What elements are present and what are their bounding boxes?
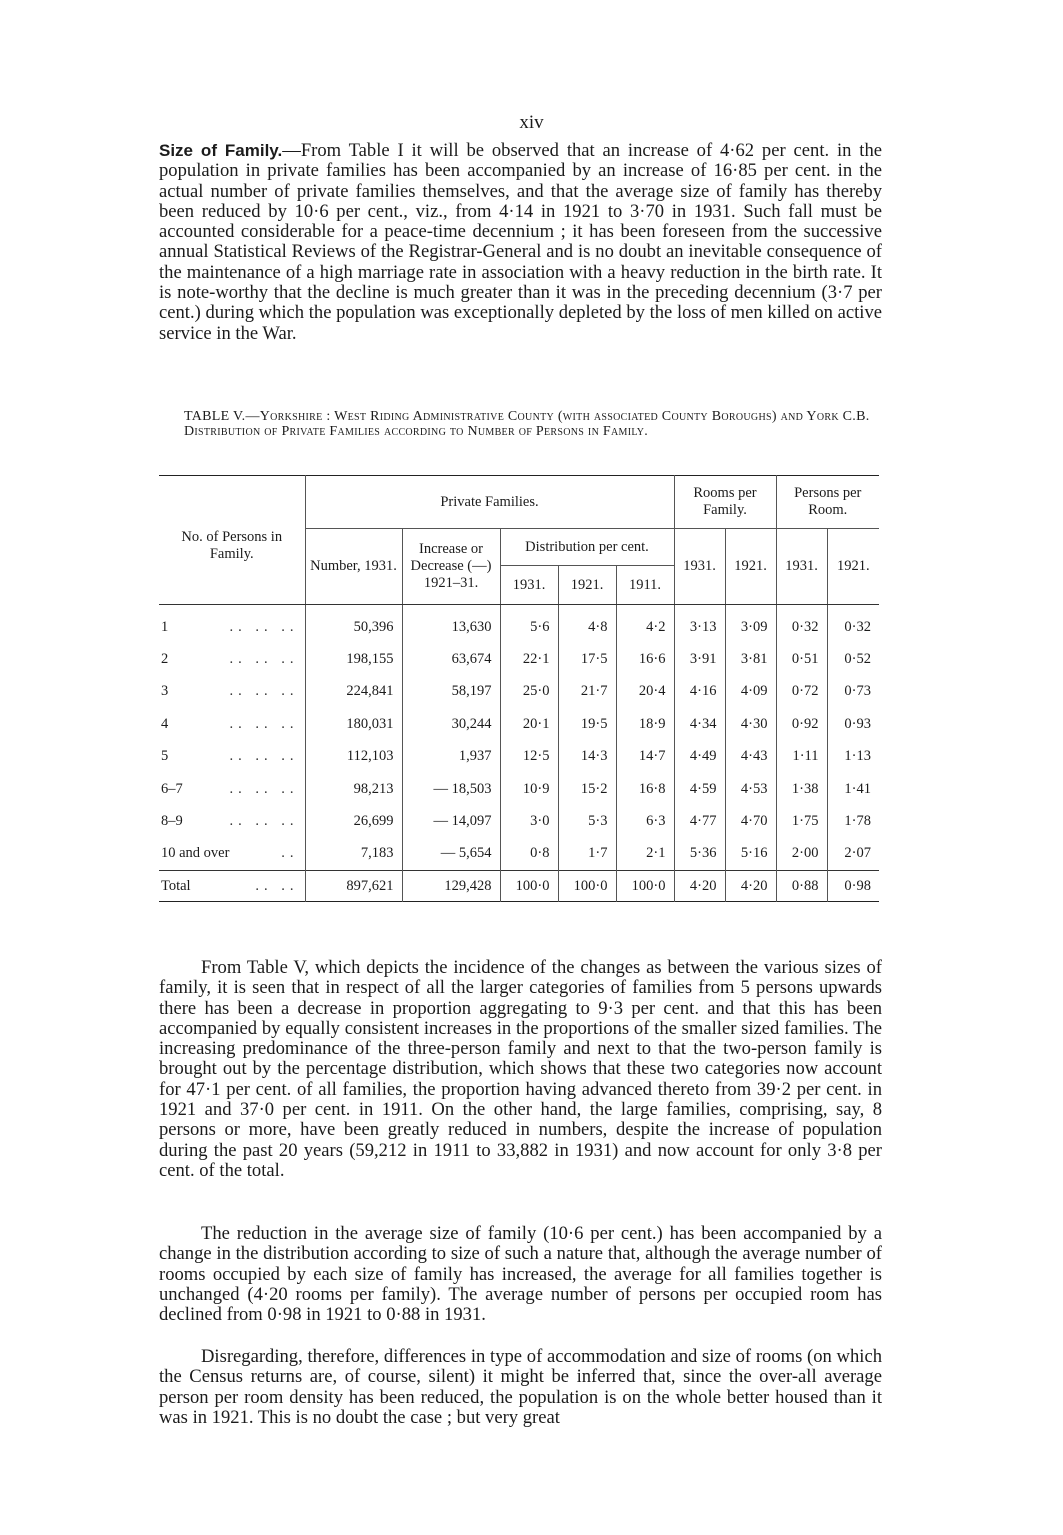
row-label-text: 4 [161, 715, 169, 732]
cell-d1931: 25·0 [500, 676, 558, 708]
header-distribution: Distribution per cent. [500, 529, 674, 566]
cell-rpf1921: 4·30 [725, 708, 776, 740]
table-row [159, 805, 879, 837]
cell-d1921: 14·3 [558, 741, 616, 773]
cell-number: 224,841 [305, 676, 402, 708]
cell-rpf1931: 4·59 [674, 773, 725, 805]
cell-ppr1921: 0·32 [827, 605, 879, 644]
row-label [159, 773, 305, 805]
table-row [159, 605, 879, 644]
header-persons-1931: 1931. [776, 529, 827, 605]
row-label-text: 8–9 [161, 813, 183, 830]
cell-d1931: 5·6 [500, 605, 558, 644]
row-label [159, 741, 305, 773]
leader-dots: .. .. .. [229, 618, 299, 635]
cell-ppr1921: 1·13 [827, 741, 879, 773]
header-rooms-per-family: Rooms per Family. [674, 476, 776, 529]
family-distribution-table [159, 475, 879, 902]
cell-d1921: 21·7 [558, 676, 616, 708]
row-label-text: 10 and over [161, 845, 230, 862]
leader-dots: .. .. .. [229, 651, 299, 668]
cell-increase: — 14,097 [402, 805, 500, 837]
cell-rpf1921: 3·09 [725, 605, 776, 644]
cell-ppr1921: 0·98 [827, 871, 879, 902]
table-row [159, 643, 879, 675]
cell-ppr1931: 0·51 [776, 643, 827, 675]
paragraph-reduction: The reduction in the average size of family (10·6 per cent.) has been accompanied by a change in the distribution according to size of such a nature that, although the average number of rooms occupied by each size of family has increased, the average for all families together is unchanged (4·20 rooms per family). The average number of persons per occupied room has declined from 0·98 in 1921 to 0·88 in 1931. [159, 1223, 882, 1326]
cell-increase: 129,428 [402, 871, 500, 902]
cell-rpf1931: 3·91 [674, 643, 725, 675]
cell-rpf1921: 3·81 [725, 643, 776, 675]
cell-d1931: 3·0 [500, 805, 558, 837]
cell-ppr1931: 1·38 [776, 773, 827, 805]
cell-d1931: 10·9 [500, 773, 558, 805]
leader-dots: .. .. [255, 877, 299, 894]
cell-increase: 13,630 [402, 605, 500, 644]
cell-ppr1931: 0·32 [776, 605, 827, 644]
cell-d1911: 6·3 [616, 805, 674, 837]
cell-d1921: 5·3 [558, 805, 616, 837]
cell-ppr1931: 0·88 [776, 871, 827, 902]
cell-d1931: 100·0 [500, 871, 558, 902]
cell-increase: 63,674 [402, 643, 500, 675]
cell-rpf1921: 4·09 [725, 676, 776, 708]
cell-d1921: 1·7 [558, 838, 616, 871]
cell-number: 50,396 [305, 605, 402, 644]
header-dist-1931: 1931. [500, 566, 558, 605]
cell-ppr1931: 0·92 [776, 708, 827, 740]
table-body [159, 605, 879, 902]
cell-number: 98,213 [305, 773, 402, 805]
leader-dots: .. .. .. [229, 748, 299, 765]
cell-number: 26,699 [305, 805, 402, 837]
header-number-1931: Number, 1931. [305, 529, 402, 605]
cell-number: 198,155 [305, 643, 402, 675]
cell-ppr1921: 0·73 [827, 676, 879, 708]
cell-d1911: 4·2 [616, 605, 674, 644]
cell-d1911: 100·0 [616, 871, 674, 902]
cell-rpf1931: 4·34 [674, 708, 725, 740]
header-dist-1921: 1921. [558, 566, 616, 605]
cell-number: 112,103 [305, 741, 402, 773]
cell-increase: 30,244 [402, 708, 500, 740]
header-dist-1911: 1911. [616, 566, 674, 605]
cell-rpf1921: 4·43 [725, 741, 776, 773]
row-label-text: 2 [161, 651, 169, 668]
leader-dots: .. [281, 845, 299, 862]
row-label [159, 676, 305, 708]
cell-rpf1931: 4·77 [674, 805, 725, 837]
row-label [159, 605, 305, 644]
cell-rpf1921: 4·70 [725, 805, 776, 837]
cell-increase: 1,937 [402, 741, 500, 773]
header-persons-per-room: Persons per Room. [776, 476, 879, 529]
cell-rpf1931: 4·20 [674, 871, 725, 902]
cell-d1911: 18·9 [616, 708, 674, 740]
cell-d1911: 20·4 [616, 676, 674, 708]
cell-d1921: 100·0 [558, 871, 616, 902]
cell-number: 897,621 [305, 871, 402, 902]
cell-rpf1931: 4·16 [674, 676, 725, 708]
row-label-text: Total [161, 877, 191, 894]
cell-d1931: 22·1 [500, 643, 558, 675]
cell-ppr1921: 1·41 [827, 773, 879, 805]
leader-dots: .. .. .. [229, 780, 299, 797]
cell-d1931: 0·8 [500, 838, 558, 871]
header-rooms-1931: 1931. [674, 529, 725, 605]
paragraph-table-v-analysis: From Table V, which depicts the incidence of the changes as between the various sizes of family, it is seen that in respect of all the larger categories of families from 5 persons upwards there has been a decrease in proportion aggregating to 9·3 per cent. and that this has been accompanied by equally consistent increases in the proportions of the smaller sized families. The increasing predominance of the three-person family and next to that the two-person family is brought out by the percentage distribution, which shows that these two categories now account for 47·1 per cent. of all families, the proportion having advanced thereto from 39·2 per cent. in 1921 and 37·0 per cent. in 1911. On the other hand, the large families, comprising, say, 8 persons or more, have been greatly reduced in numbers, despite the increase of population during the past 20 years (59,212 in 1911 to 33,882 in 1931) and now account for only 3·8 per cent. of the total. [159, 957, 882, 1181]
cell-d1911: 16·6 [616, 643, 674, 675]
cell-rpf1921: 4·53 [725, 773, 776, 805]
cell-ppr1921: 0·93 [827, 708, 879, 740]
header-increase-decrease: Increase or Decrease (—) 1921–31. [402, 529, 500, 605]
cell-d1931: 12·5 [500, 741, 558, 773]
leader-dots: .. .. .. [229, 683, 299, 700]
leader-dots: .. .. .. [229, 715, 299, 732]
paragraph-size-of-family [159, 141, 882, 344]
table-row [159, 708, 879, 740]
table-row [159, 741, 879, 773]
header-rooms-1921: 1921. [725, 529, 776, 605]
cell-number: 180,031 [305, 708, 402, 740]
cell-ppr1931: 2·00 [776, 838, 827, 871]
leader-dots: .. .. .. [229, 813, 299, 830]
section-heading: Size of Family. [159, 141, 283, 160]
cell-d1911: 14·7 [616, 741, 674, 773]
row-label-text: 5 [161, 748, 169, 765]
row-label-text: 1 [161, 618, 169, 635]
cell-ppr1931: 1·11 [776, 741, 827, 773]
cell-ppr1931: 1·75 [776, 805, 827, 837]
row-label [159, 805, 305, 837]
cell-number: 7,183 [305, 838, 402, 871]
table-label: TABLE V. [184, 409, 246, 424]
paragraph-text: —From Table I it will be observed that an increase of 4·62 per cent. in the population in private families has been accompanied by an increase of 16·85 per cent. in the actual number of private families themselves, and that the average size of family has thereby been reduced by 10·6 per cent., viz., from 4·14 in 1921 to 3·70 in 1931. Such fall must be accounted considerable for a peace-time decennium ; it has been foreseen from the successive annual Statistical Reviews of the Registrar-General and is no doubt an inevitable consequence of the maintenance of a high marriage rate in association with a heavy reduction in the birth rate. It is note-worthy that the decline is much greater than it was in the preceding decennium (3·7 per cent.) during which the population was exceptionally depleted by the loss of men killed on active service in the War. [159, 140, 882, 344]
paragraph-disregarding: Disregarding, therefore, differences in type of accommodation and size of rooms (on which the Census returns are, of course, silent) it might be inferred that, since the over-all average person per room density has been reduced, the population is on the whole better housed than it was in 1921. This is no doubt the case ; but very great [159, 1346, 882, 1428]
cell-d1921: 15·2 [558, 773, 616, 805]
cell-ppr1921: 0·52 [827, 643, 879, 675]
cell-rpf1931: 5·36 [674, 838, 725, 871]
cell-d1931: 20·1 [500, 708, 558, 740]
table-row [159, 871, 879, 902]
table-row [159, 676, 879, 708]
row-label-text: 6–7 [161, 780, 183, 797]
header-persons-in-family: No. of Persons in Family. [159, 476, 305, 605]
row-label [159, 838, 305, 871]
row-label [159, 871, 305, 902]
table-caption [184, 409, 874, 439]
cell-d1911: 2·1 [616, 838, 674, 871]
page-number: xiv [519, 112, 544, 133]
table-title: —Yorkshire : West Riding Administrative County (with associated County Boroughs) and York C.B. Distribution of Private Families according to Number of Persons in Family. [184, 409, 870, 439]
cell-rpf1931: 3·13 [674, 605, 725, 644]
header-persons-1921: 1921. [827, 529, 879, 605]
cell-rpf1931: 4·49 [674, 741, 725, 773]
header-private-families: Private Families. [305, 476, 674, 529]
table-row [159, 838, 879, 871]
cell-d1911: 16·8 [616, 773, 674, 805]
cell-rpf1921: 5·16 [725, 838, 776, 871]
cell-rpf1921: 4·20 [725, 871, 776, 902]
row-label [159, 643, 305, 675]
cell-increase: — 5,654 [402, 838, 500, 871]
cell-d1921: 17·5 [558, 643, 616, 675]
row-label-text: 3 [161, 683, 169, 700]
table-row [159, 773, 879, 805]
cell-d1921: 19·5 [558, 708, 616, 740]
cell-ppr1921: 2·07 [827, 838, 879, 871]
cell-increase: 58,197 [402, 676, 500, 708]
cell-d1921: 4·8 [558, 605, 616, 644]
row-label [159, 708, 305, 740]
cell-increase: — 18,503 [402, 773, 500, 805]
cell-ppr1921: 1·78 [827, 805, 879, 837]
cell-ppr1931: 0·72 [776, 676, 827, 708]
